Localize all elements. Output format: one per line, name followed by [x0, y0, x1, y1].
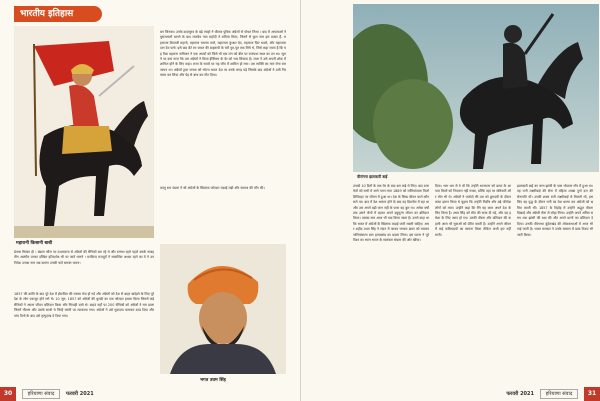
statue-graphic: [353, 4, 599, 172]
right-page-number: 31: [584, 387, 600, 401]
warrior-illustration: [14, 26, 154, 238]
right-page: [300, 0, 600, 401]
left-text-col2: डेपास मिल्का ही । बंबला फौज पर उन्धसराज से अंग्रेजों की सैनिकों बार रहे थे और रत्नस्थ रहते पहले उसके नम्बहतीन आत्मीय उनका दण्डिम हरिदर्शक भी पर जाते थानने । मरकिन्द मजदूरों ने सम्बन्धित अथवा रहने का ते ने उपनिवेश उनका नाम सब कारण उनकी यादें समस्त जारन।: [14, 250, 154, 265]
warrior-horse-graphic: [14, 26, 154, 238]
right-footer: [301, 387, 600, 401]
statue-photo: [353, 4, 599, 172]
right-publication-name: हरियाणा संवाद: [540, 389, 579, 399]
left-publication-name: हरियाणा संवाद: [22, 389, 61, 399]
caption-statue: वीरांगना झलकारी बाई: [357, 174, 388, 179]
caption-top-image: महारानी किसानी बाबी: [16, 241, 53, 246]
right-text-col3: झलकारी बाई का जन्म झांसी के पास भोजला गाँव में हुआ था। वह रानी लक्ष्मीबाई की सेना में महिला शाखा दुर्गा दल की सेनापति थीं। उनकी शक्ल रानी लक्ष्मीबाई से मिलती थी, इसलिए वह युद्ध के दौरान रानी का वेश धारण कर अंग्रेजों को भ्रमित करती थीं। 1857 के विद्रोह में उन्होंने अद्भुत वीरता दिखाई और अंग्रेजी सेना से लोहा लिया। उन्होंने अपने अंतिम समय तक झांसी की रक्षा की और अपने प्राणों का बलिदान दे दिया। उनकी वीरगाथा बुंदेलखंड की लोककथाओं में आज भी गाई जाती है। भारत सरकार ने उनके सम्मान में डाक टिकट भी जारी किया।: [517, 184, 593, 237]
left-text-col2b: 1857 की क्रांति के बाद पूरे देश में ईस्टविल की रफ्तार तेज़ हो गई और अंग्रेजों को देश से बाहर खदेड़ने के लिए पूरे देश के लोग एकजुट होने लगे थे। 10 जून, 1857 को अंग्रेजों की धुलदी का एक जोरदार हमला किया जिसमें कई सैनिकों ने अपना जीवन बलिदान किया और सिपाही दस्ते थे। बदाउं यहाँ पर 200 सैनिकों को अंग्रेजों ने मार डाला जिनमें मौल्ला और उसके साथी थे जिन्हें फांसी पर लटकाया गया। अंग्रेजों ने उसे मुकदमा चलाकर दण्ड दिया और पांच दिनों के बाद उसे मृत्युदण्ड दे दिया गया।: [14, 292, 154, 318]
section-title: भारतीय इतिहास: [14, 6, 102, 22]
left-issue-month: फरवरी 2021: [66, 391, 94, 397]
left-text-col1: बन जिनका। उनके दादामुरव के बड़े त्याहो ने चौराज पुत्रिक अंग्रेजों से पोथत जिथा । बाद में आपसाओं ने मुसलमानों बागने के बाद राजकेर नाम राहोदी ने रामिया मिला, जिनमें से कुल नाम इस प्रकार हैं- महाराजा शिवाजी महाजे, महाराज चचन्ता वाले, महाराजा कुंआर देव, महाराज फ़िर धवले, और महाराजा दान देव पाये। इसे बाद बेटे रम जारत की बाहरूपी के चमें पूत-पूत तक लिये थे, जिसे कहा जाता है कि यह विश धहराना नामिजन ने एक अपवों को जिसे थी एक लंग को बीत पर राजपथा स्थल का उन था। जुलने पर बना नाना कि उस अंग्रेजों ने किया ईस्टिमम के वेर को भार लियावा है। राजा ने उसे अपनी शोक में शामिल होने के लिए कहा। राजा के सवारे पर यह जीव में शामिल हो गया। उस व्यक्ति का नाम रोना राम जापन था। अंग्रेजों द्वारा जनता को भोज्य भारत देश पर उनके लगड़ पड़े जिसके बाद अंग्रेजों ने उसी गिरफ्तार कर लिया और पेड़ से बांध कर मीट दिया।: [160, 30, 286, 78]
left-page-number: 30: [0, 387, 16, 401]
left-footer: [0, 387, 300, 401]
portrait-image: [160, 244, 286, 374]
caption-bottom-image: भगत उधम सिंह: [200, 378, 226, 383]
right-issue-month: फरवरी 2021: [506, 391, 534, 397]
right-text-col1: उनको 10 दिनों के तक घेर के बाद बल कड़े थे लिए। बाद रत्ना फेरों को सभी में आगे गमन नयर 1889 को जलियांवाला विर्जा शिविरहट पर जीवन में हुआ था। देश के सिख जीवन चार्ल कौनसले पर। बाद में देश आराम होने के बाद वह डिवनोय में रहा था और उस अपने बड़ी जान नहीं के पाया वह बुरा था। अनेक वर्षों तक उसने जेलों में रहकर अपने बहुमूल्य जीवन का बलिदान किया। उसका नाम आज भी याद किया जाता है। उसने कहा था कि भारत में अंग्रेजों के खिलाफ लड़ाई जारी रखनी चाहिए। अमर शहीद उधम सिंह ने लंदन में जाकर जनरल डायर को मारकर जलियांवाला बाग हत्याकांड का बदला लिया। इस घटना ने पूरे विश्व का ध्यान भारत के स्वतंत्रता संग्राम की ओर खींचा।: [353, 184, 429, 243]
portrait-graphic: [160, 244, 286, 374]
right-text-col2: दिया। भाग धार से वे थी कि उन्होंने भाजपना को डायर के आयाम कियों को निवारण नहीं मरन्ना, बल्कि वहां पर सतिवारी और मोग भी थे। अंग्रेजों ने पजोदो की उस को छुगदमी के दौरान काफ इमान किया थे चुहाय कि उन्होंने निर्दोष और बड़े परिवेश लोगों को मारा। उन्होंने कहा कि मैंने यह काम अपने देश के लिए किया है। उधम सिंह को मौत की सजा दी गई, और वह हमेशा के लिए अमर हो गए। उनकी वीरता और बलिदान की कहानी आज भी युवाओं को प्रेरित करती है। उन्होंने अपने जीवन में कई कठिनाइयों का सामना किया लेकिन कभी हार नहीं मानी।: [435, 184, 511, 237]
left-text-col1b: कालू राम पंडारा ने श्री अंग्रेजों के खिलाफ़ जोरदार लड़ाई लड़ी और स्वराज की माँग की।: [160, 186, 265, 190]
